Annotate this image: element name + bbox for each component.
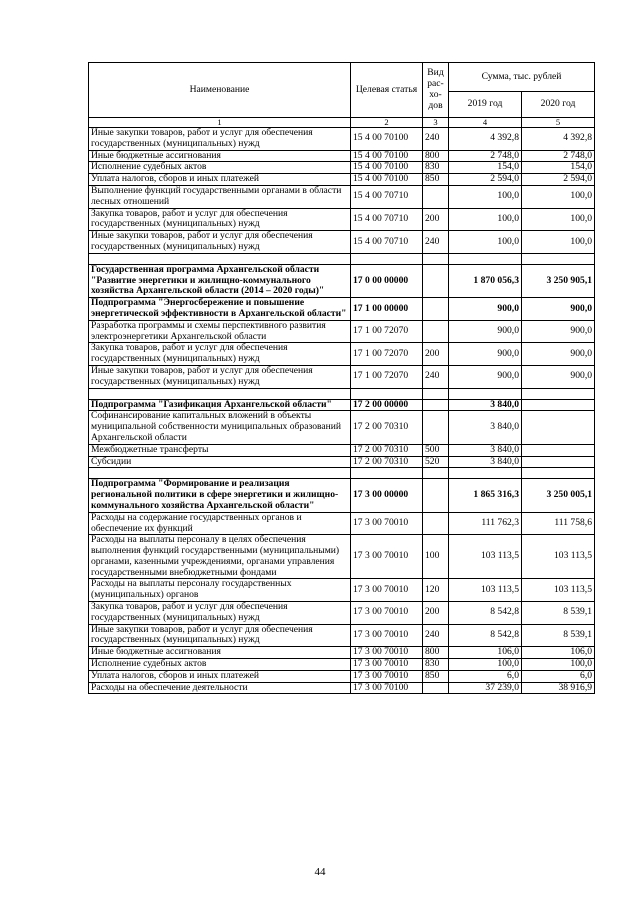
budget-table <box>88 62 595 694</box>
row-sum-2019: 8 542,8 <box>449 602 522 625</box>
row-expense-kind: 100 <box>423 535 449 579</box>
row-sum-2020: 900,0 <box>522 298 595 321</box>
empty-cell <box>351 468 423 479</box>
row-target-code: 15 4 00 70710 <box>351 185 423 208</box>
empty-cell <box>423 253 449 264</box>
row-sum-2019: 100,0 <box>449 208 522 231</box>
empty-cell <box>423 388 449 399</box>
row-expense-kind: 850 <box>423 174 449 186</box>
row-name: Субсидии <box>89 456 351 468</box>
row-sum-2019: 1 870 056,3 <box>449 264 522 297</box>
table-row <box>89 411 595 444</box>
row-name: Межбюджетные трансферты <box>89 444 351 456</box>
empty-cell <box>351 388 423 399</box>
row-target-code: 17 2 00 70310 <box>351 444 423 456</box>
row-sum-2019: 6,0 <box>449 670 522 682</box>
row-expense-kind: 500 <box>423 444 449 456</box>
row-target-code: 15 4 00 70100 <box>351 162 423 174</box>
row-sum-2020: 4 392,8 <box>522 128 595 151</box>
row-name: Уплата налогов, сборов и иных платежей <box>89 174 351 186</box>
row-sum-2020: 111 758,6 <box>522 512 595 535</box>
row-sum-2020: 900,0 <box>522 365 595 388</box>
column-number: 5 <box>522 118 595 128</box>
row-target-code: 17 3 00 70010 <box>351 602 423 625</box>
row-target-code: 17 3 00 70010 <box>351 647 423 659</box>
row-sum-2019: 154,0 <box>449 162 522 174</box>
table-row <box>89 535 595 579</box>
row-expense-kind <box>423 411 449 444</box>
empty-cell <box>351 253 423 264</box>
table-row <box>89 231 595 254</box>
row-target-code: 17 3 00 70010 <box>351 659 423 671</box>
row-expense-kind: 240 <box>423 231 449 254</box>
row-target-code: 17 1 00 72070 <box>351 343 423 366</box>
row-name: Расходы на выплаты персоналу в целях обеспечения выполнения функций государственными (муниципальными) органами, казенными учреждениями, органами управления государственными внебюджетными фондами <box>89 535 351 579</box>
row-target-code: 17 3 00 70010 <box>351 624 423 647</box>
row-expense-kind: 240 <box>423 128 449 151</box>
row-target-code: 17 1 00 72070 <box>351 365 423 388</box>
row-sum-2020: 900,0 <box>522 320 595 343</box>
row-name: Иные закупки товаров, работ и услуг для обеспечения государственных (муниципальных) нужд <box>89 128 351 151</box>
row-name: Подпрограмма "Энергосбережение и повышение энергетической эффективности в Архангельской области" <box>89 298 351 321</box>
table-row <box>89 647 595 659</box>
row-name: Расходы на обеспечение деятельности <box>89 682 351 694</box>
row-expense-kind: 800 <box>423 150 449 162</box>
row-sum-2019: 1 865 316,3 <box>449 479 522 512</box>
table-row <box>89 579 595 602</box>
row-expense-kind <box>423 512 449 535</box>
row-target-code: 17 0 00 00000 <box>351 264 423 297</box>
row-sum-2019: 2 748,0 <box>449 150 522 162</box>
row-target-code: 17 3 00 00000 <box>351 479 423 512</box>
row-sum-2019: 8 542,8 <box>449 624 522 647</box>
row-name: Расходы на выплаты персоналу государственных (муниципальных) органов <box>89 579 351 602</box>
row-sum-2019: 103 113,5 <box>449 579 522 602</box>
header-code: Целевая статья <box>351 63 423 118</box>
row-expense-kind: 850 <box>423 670 449 682</box>
empty-cell <box>89 468 351 479</box>
column-number: 2 <box>351 118 423 128</box>
table-row <box>89 174 595 186</box>
row-expense-kind: 240 <box>423 624 449 647</box>
header-kind: Вид рас-хо-дов <box>423 63 449 118</box>
row-sum-2019: 4 392,8 <box>449 128 522 151</box>
row-name: Разработка программы и схемы перспективного развития электроэнергетики Архангельской области <box>89 320 351 343</box>
empty-cell <box>522 468 595 479</box>
row-sum-2020: 100,0 <box>522 208 595 231</box>
row-sum-2019: 100,0 <box>449 185 522 208</box>
empty-cell <box>89 388 351 399</box>
row-sum-2019: 3 840,0 <box>449 456 522 468</box>
row-sum-2020 <box>522 444 595 456</box>
row-sum-2020: 8 539,1 <box>522 624 595 647</box>
row-sum-2019: 900,0 <box>449 320 522 343</box>
row-target-code: 15 4 00 70100 <box>351 174 423 186</box>
row-expense-kind: 830 <box>423 659 449 671</box>
empty-cell <box>89 253 351 264</box>
table-body <box>89 128 595 694</box>
table-row <box>89 682 595 694</box>
row-sum-2020 <box>522 399 595 411</box>
column-number: 4 <box>449 118 522 128</box>
header-year-2019: 2019 год <box>449 92 522 118</box>
table-row <box>89 456 595 468</box>
row-sum-2020: 100,0 <box>522 185 595 208</box>
empty-cell <box>423 468 449 479</box>
row-name: Софинансирование капитальных вложений в объекты муниципальной собственности муниципальных образований Архангельской области <box>89 411 351 444</box>
table-row <box>89 602 595 625</box>
row-sum-2020: 6,0 <box>522 670 595 682</box>
row-expense-kind <box>423 298 449 321</box>
table-row <box>89 659 595 671</box>
row-sum-2019: 3 840,0 <box>449 444 522 456</box>
column-number-row <box>89 118 595 128</box>
program-row <box>89 399 595 411</box>
row-sum-2019: 100,0 <box>449 231 522 254</box>
row-target-code: 15 4 00 70710 <box>351 231 423 254</box>
header-sum: Сумма, тыс. рублей <box>449 63 595 92</box>
row-target-code: 17 3 00 70010 <box>351 670 423 682</box>
table-row <box>89 185 595 208</box>
table-row <box>89 444 595 456</box>
table-row <box>89 365 595 388</box>
row-expense-kind <box>423 320 449 343</box>
row-sum-2019: 37 239,0 <box>449 682 522 694</box>
row-expense-kind: 830 <box>423 162 449 174</box>
empty-cell <box>449 388 522 399</box>
row-target-code: 17 2 00 70310 <box>351 411 423 444</box>
spacer-row <box>89 253 595 264</box>
table-row <box>89 320 595 343</box>
row-name: Иные закупки товаров, работ и услуг для обеспечения государственных (муниципальных) нужд <box>89 624 351 647</box>
row-name: Уплата налогов, сборов и иных платежей <box>89 670 351 682</box>
empty-cell <box>522 388 595 399</box>
table-row <box>89 670 595 682</box>
row-sum-2019: 3 840,0 <box>449 399 522 411</box>
program-row <box>89 264 595 297</box>
row-expense-kind <box>423 264 449 297</box>
row-expense-kind <box>423 682 449 694</box>
row-expense-kind <box>423 479 449 512</box>
row-sum-2019: 900,0 <box>449 365 522 388</box>
program-row <box>89 298 595 321</box>
row-sum-2020 <box>522 411 595 444</box>
row-target-code: 17 3 00 70100 <box>351 682 423 694</box>
row-sum-2020 <box>522 456 595 468</box>
row-expense-kind: 200 <box>423 208 449 231</box>
row-target-code: 17 3 00 70010 <box>351 579 423 602</box>
table-row <box>89 512 595 535</box>
row-sum-2020: 2 748,0 <box>522 150 595 162</box>
row-target-code: 17 3 00 70010 <box>351 535 423 579</box>
row-expense-kind <box>423 399 449 411</box>
row-sum-2019: 2 594,0 <box>449 174 522 186</box>
column-number: 3 <box>423 118 449 128</box>
empty-cell <box>449 468 522 479</box>
row-name: Закупка товаров, работ и услуг для обеспечения государственных (муниципальных) нужд <box>89 343 351 366</box>
row-sum-2019: 900,0 <box>449 343 522 366</box>
row-sum-2020: 38 916,9 <box>522 682 595 694</box>
row-name: Государственная программа Архангельской области "Развитие энергетики и жилищно-коммунального хозяйства Архангельской области (2014 – 2020 годы)" <box>89 264 351 297</box>
row-sum-2019: 3 840,0 <box>449 411 522 444</box>
row-expense-kind: 200 <box>423 602 449 625</box>
row-sum-2020: 2 594,0 <box>522 174 595 186</box>
row-name: Исполнение судебных актов <box>89 659 351 671</box>
table-row <box>89 343 595 366</box>
header-year-2020: 2020 год <box>522 92 595 118</box>
row-name: Иные бюджетные ассигнования <box>89 647 351 659</box>
row-name: Выполнение функций государственными органами в области лесных отношений <box>89 185 351 208</box>
row-name: Расходы на содержание государственных органов и обеспечение их функций <box>89 512 351 535</box>
row-expense-kind: 520 <box>423 456 449 468</box>
table-row <box>89 208 595 231</box>
row-target-code: 17 2 00 70310 <box>351 456 423 468</box>
row-sum-2019: 111 762,3 <box>449 512 522 535</box>
row-sum-2019: 900,0 <box>449 298 522 321</box>
row-expense-kind <box>423 185 449 208</box>
row-target-code: 17 3 00 70010 <box>351 512 423 535</box>
spacer-row <box>89 388 595 399</box>
row-target-code: 17 1 00 00000 <box>351 298 423 321</box>
row-name: Исполнение судебных актов <box>89 162 351 174</box>
header-name: Наименование <box>89 63 351 118</box>
row-expense-kind: 800 <box>423 647 449 659</box>
row-expense-kind: 240 <box>423 365 449 388</box>
row-name: Подпрограмма "Формирование и реализация региональной политики в сфере энергетики и жилищно-коммунального хозяйства Архангельской области" <box>89 479 351 512</box>
column-number: 1 <box>89 118 351 128</box>
row-name: Закупка товаров, работ и услуг для обеспечения государственных (муниципальных) нужд <box>89 602 351 625</box>
program-row <box>89 479 595 512</box>
row-expense-kind: 120 <box>423 579 449 602</box>
row-sum-2020: 154,0 <box>522 162 595 174</box>
table-row <box>89 128 595 151</box>
row-sum-2020: 103 113,5 <box>522 535 595 579</box>
row-sum-2020: 106,0 <box>522 647 595 659</box>
row-target-code: 15 4 00 70100 <box>351 128 423 151</box>
spacer-row <box>89 468 595 479</box>
row-sum-2020: 3 250 905,1 <box>522 264 595 297</box>
empty-cell <box>449 253 522 264</box>
page-number: 44 <box>314 866 326 878</box>
row-target-code: 17 1 00 72070 <box>351 320 423 343</box>
row-sum-2020: 900,0 <box>522 343 595 366</box>
table-row <box>89 150 595 162</box>
row-target-code: 15 4 00 70710 <box>351 208 423 231</box>
row-expense-kind: 200 <box>423 343 449 366</box>
row-name: Иные бюджетные ассигнования <box>89 150 351 162</box>
row-sum-2020: 100,0 <box>522 231 595 254</box>
row-sum-2020: 8 539,1 <box>522 602 595 625</box>
row-sum-2020: 100,0 <box>522 659 595 671</box>
row-name: Иные закупки товаров, работ и услуг для обеспечения государственных (муниципальных) нужд <box>89 231 351 254</box>
table-row <box>89 624 595 647</box>
row-name: Иные закупки товаров, работ и услуг для обеспечения государственных (муниципальных) нужд <box>89 365 351 388</box>
table-row <box>89 162 595 174</box>
row-sum-2020: 103 113,5 <box>522 579 595 602</box>
empty-cell <box>522 253 595 264</box>
row-target-code: 17 2 00 00000 <box>351 399 423 411</box>
row-sum-2019: 103 113,5 <box>449 535 522 579</box>
row-sum-2019: 100,0 <box>449 659 522 671</box>
row-target-code: 15 4 00 70100 <box>351 150 423 162</box>
row-name: Закупка товаров, работ и услуг для обеспечения государственных (муниципальных) нужд <box>89 208 351 231</box>
row-name: Подпрограмма "Газификация Архангельской области" <box>89 399 351 411</box>
row-sum-2019: 106,0 <box>449 647 522 659</box>
row-sum-2020: 3 250 005,1 <box>522 479 595 512</box>
